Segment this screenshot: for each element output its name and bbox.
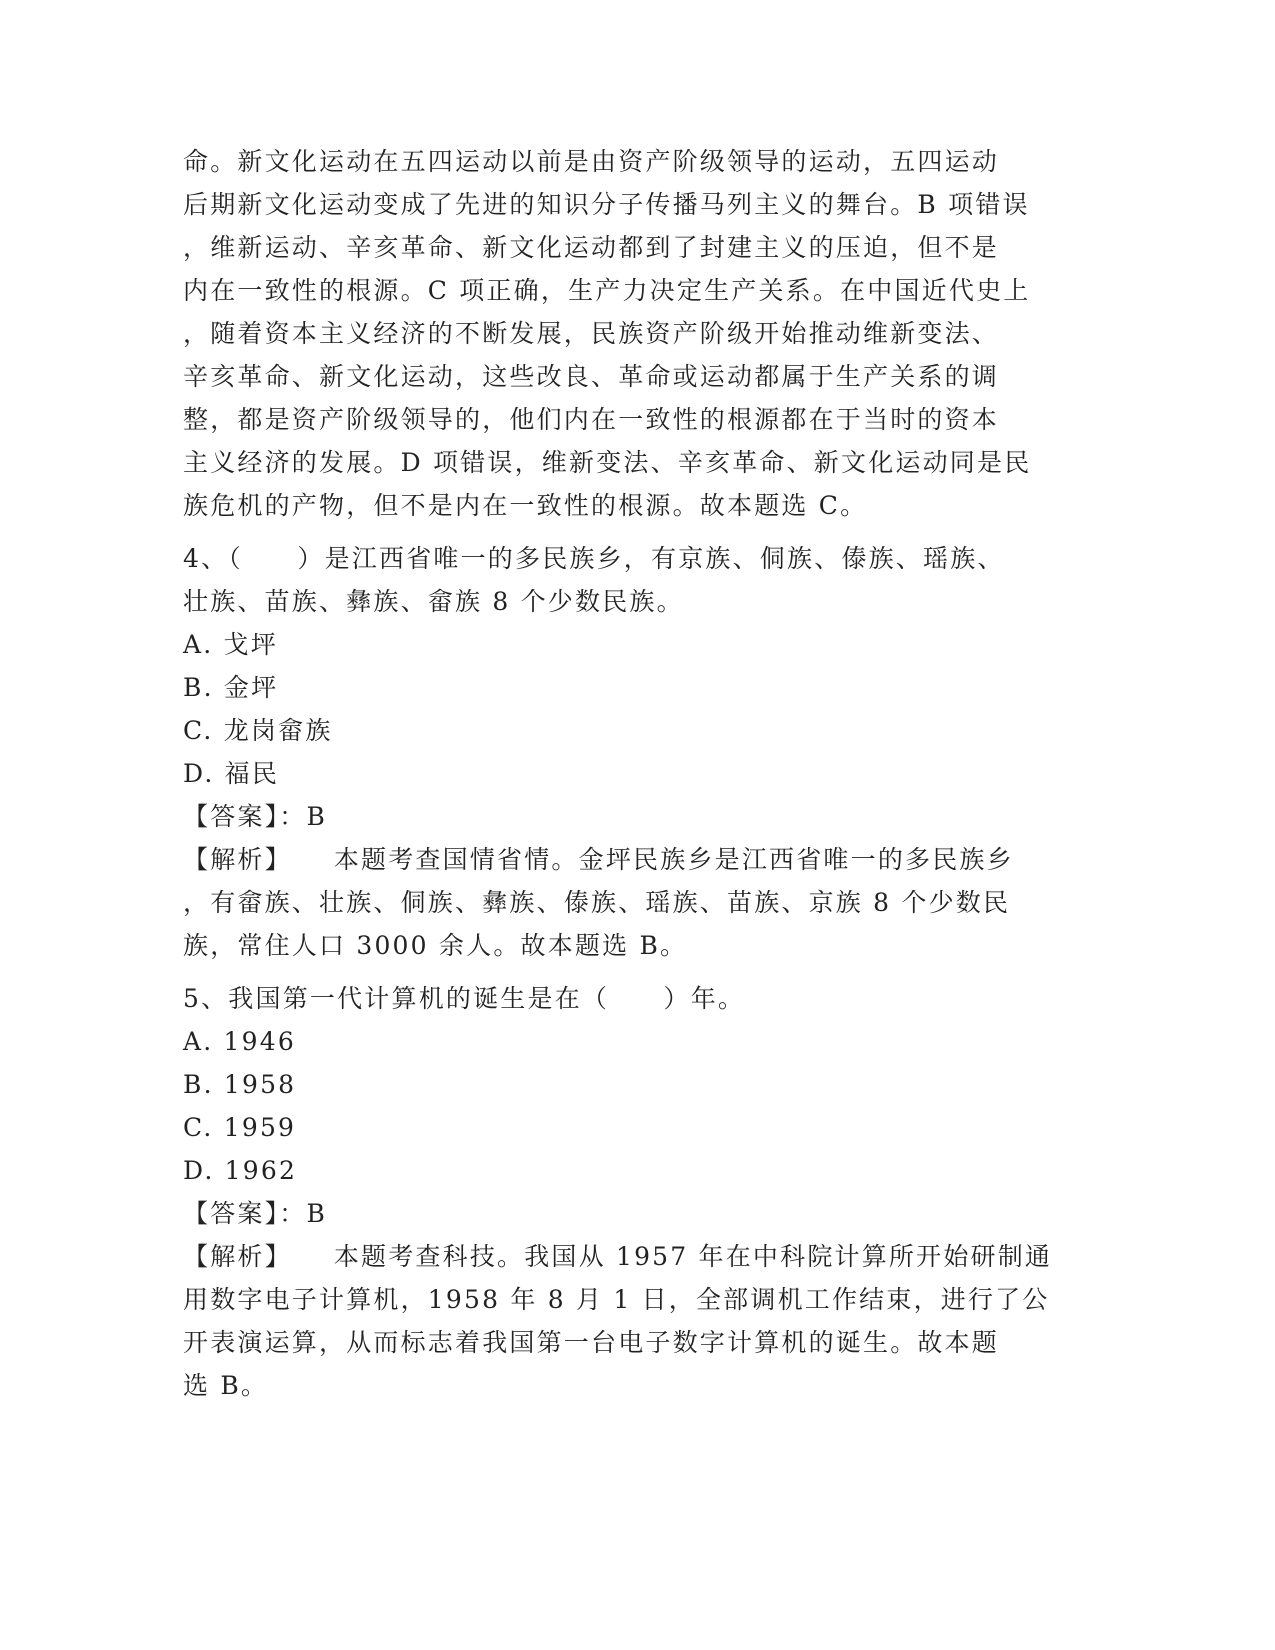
question-stem-line: 5、我国第一代计算机的诞生是在（ ）年。 xyxy=(183,984,746,1013)
text-line: 内在一致性的根源。C 项正确，生产力决定生产关系。在中国近代史上 xyxy=(183,276,1031,305)
text-line: 族危机的产物，但不是内在一致性的根源。故本题选 C。 xyxy=(183,491,868,520)
document-page xyxy=(183,140,1063,1407)
text-line: 后期新文化运动变成了先进的知识分子传播马列主义的舞台。B 项错误 xyxy=(183,190,1030,219)
option-b: B. 1958 xyxy=(183,1070,297,1099)
analysis-line xyxy=(183,1235,1063,1278)
answer-line xyxy=(183,1192,1063,1235)
option-b: B. 金坪 xyxy=(183,673,279,702)
analysis-line: 用数字电子计算机，1958 年 8 月 1 日，全部调机工作结束，进行了公 xyxy=(183,1285,1050,1314)
spacer xyxy=(183,527,1063,537)
analysis-text: 本题考查科技。我国从 1957 年在中科院计算所开始研制通 xyxy=(333,1242,1053,1271)
option-c: C. 龙岗畲族 xyxy=(183,716,333,745)
answer-label: 【答案】： xyxy=(183,1199,307,1228)
question-5 xyxy=(183,977,1063,1407)
text-line: 主义经济的发展。D 项错误，维新变法、辛亥革命、新文化运动同是民 xyxy=(183,448,1032,477)
analysis-label: 【解析】 xyxy=(183,845,292,874)
analysis-line: 选 B。 xyxy=(183,1371,269,1400)
option-a: A. 1946 xyxy=(183,1027,296,1056)
question-stem-line: 4、（ ）是江西省唯一的多民族乡，有京族、侗族、傣族、瑶族、 xyxy=(183,544,1005,573)
text-line: ，随着资本主义经济的不断发展，民族资产阶级开始推动维新变法、 xyxy=(183,319,1000,348)
analysis-label: 【解析】 xyxy=(183,1242,292,1271)
answer-value: B xyxy=(306,802,328,831)
option-a: A. 戈坪 xyxy=(183,630,278,659)
option-d: D. 福民 xyxy=(183,759,280,788)
text-line: ，维新运动、辛亥革命、新文化运动都到了封建主义的压迫，但不是 xyxy=(183,233,1000,262)
text-line: 整，都是资产阶级领导的，他们内在一致性的根源都在于当时的资本 xyxy=(183,405,1000,434)
answer-value: B xyxy=(306,1199,328,1228)
option-c: C. 1959 xyxy=(183,1113,297,1142)
analysis-text: 本题考查国情省情。金坪民族乡是江西省唯一的多民族乡 xyxy=(333,845,1014,874)
analysis-line: 开表演运算，从而标志着我国第一台电子数字计算机的诞生。故本题 xyxy=(183,1328,1000,1357)
analysis-line: 族，常住人口 3000 余人。故本题选 B。 xyxy=(183,931,688,960)
text-line: 命。新文化运动在五四运动以前是由资产阶级领导的运动，五四运动 xyxy=(183,147,1000,176)
answer-label: 【答案】： xyxy=(183,802,307,831)
question-4 xyxy=(183,537,1063,967)
question-stem-line: 壮族、苗族、彝族、畲族 8 个少数民族。 xyxy=(183,587,684,616)
text-line: 辛亥革命、新文化运动，这些改良、革命或运动都属于生产关系的调 xyxy=(183,362,1000,391)
analysis-line: ，有畲族、壮族、侗族、彝族、傣族、瑶族、苗族、京族 8 个少数民 xyxy=(183,888,1011,917)
spacer xyxy=(183,967,1063,977)
option-d: D. 1962 xyxy=(183,1156,298,1185)
analysis-line xyxy=(183,838,1063,881)
answer-line xyxy=(183,795,1063,838)
previous-analysis-continuation xyxy=(183,140,1063,527)
